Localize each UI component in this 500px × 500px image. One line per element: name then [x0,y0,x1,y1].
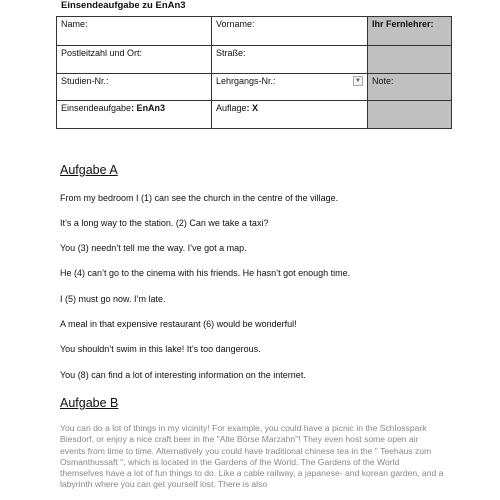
table-row [57,74,452,101]
fernlehrer-cell [368,17,452,46]
vorname-label: Vorname: [216,19,255,29]
einsendeaufgabe-label: Einsendeaufgabe [61,103,132,113]
fernlehrer-blank-cell [368,46,452,74]
strasse-label: Straße: [216,48,246,58]
sentence-2: It’s a long way to the station. (2) Can we take a taxi? [60,218,269,228]
plz-ort-label: Postleitzahl und Ort: [61,48,143,58]
einsendeaufgabe-cell [57,101,212,129]
aufgabe-b-heading: Aufgabe B [60,396,119,410]
strasse-field[interactable] [212,46,368,74]
note-label: Note: [372,76,394,86]
table-row [57,46,452,74]
sentence-8: You (8) can find a lot of interesting information on the internet. [60,370,306,380]
note-blank-cell [368,101,452,129]
lehrgangs-nr-label: Lehrgangs-Nr.: [216,76,276,86]
sentence-1: From my bedroom I (1) can see the church in the centre of the village. [60,193,339,203]
sentence-4: He (4) can’t go to the cinema with his friends. He hasn’t got enough time. [60,268,351,278]
sentence-3: You (3) needn’t tell me the way. I’ve got a map. [60,243,247,253]
lehrgangs-nr-field[interactable] [212,74,368,101]
aufgabe-a-heading: Aufgabe A [60,163,118,177]
document-title: Einsendeaufgabe zu EnAn3 [61,0,186,11]
table-row [57,17,452,46]
fernlehrer-label: Ihr Fernlehrer: [372,19,434,29]
note-cell [368,74,452,101]
studien-nr-label: Studien-Nr.: [61,76,109,86]
name-label: Name: [61,19,88,29]
sentence-6: A meal in that expensive restaurant (6) would be wonderful! [60,319,297,329]
aufgabe-b-paragraph: You can do a lot of things in my vicinity! For example, you could have a picnic in the Schlosspark Biesdorf, or enjoy a nice craft beer in the "Alte Börse Marzahn"! They even host some open air events from time to time. Alternatively you could have traditional chinese tea in the " Teehaus zum Osmanthussaft ", which is located in the Gardens of the World. The Gardens of the World themselves have a lot of fun things to do. Like a cable railway, a japanese- and korean garden, and a labyrinth where you can get yourself lost. There is also [60,423,444,490]
auflage-label: Auflage [216,103,247,113]
sentence-7: You shouldn’t swim in this lake! It’s too dangerous. [60,344,261,354]
auflage-cell [212,101,368,129]
table-row [57,101,452,129]
studien-nr-field[interactable] [57,74,212,101]
sentence-5: I (5) must go now. I’m late. [60,294,166,304]
vorname-field[interactable] [212,17,368,46]
plz-ort-field[interactable] [57,46,212,74]
einsendeaufgabe-value: : EnAn3 [131,103,166,113]
dropdown-arrow-icon[interactable]: ▼ [353,76,363,86]
student-info-table [56,16,452,129]
auflage-value: : X [246,103,259,113]
name-field[interactable] [57,17,212,46]
